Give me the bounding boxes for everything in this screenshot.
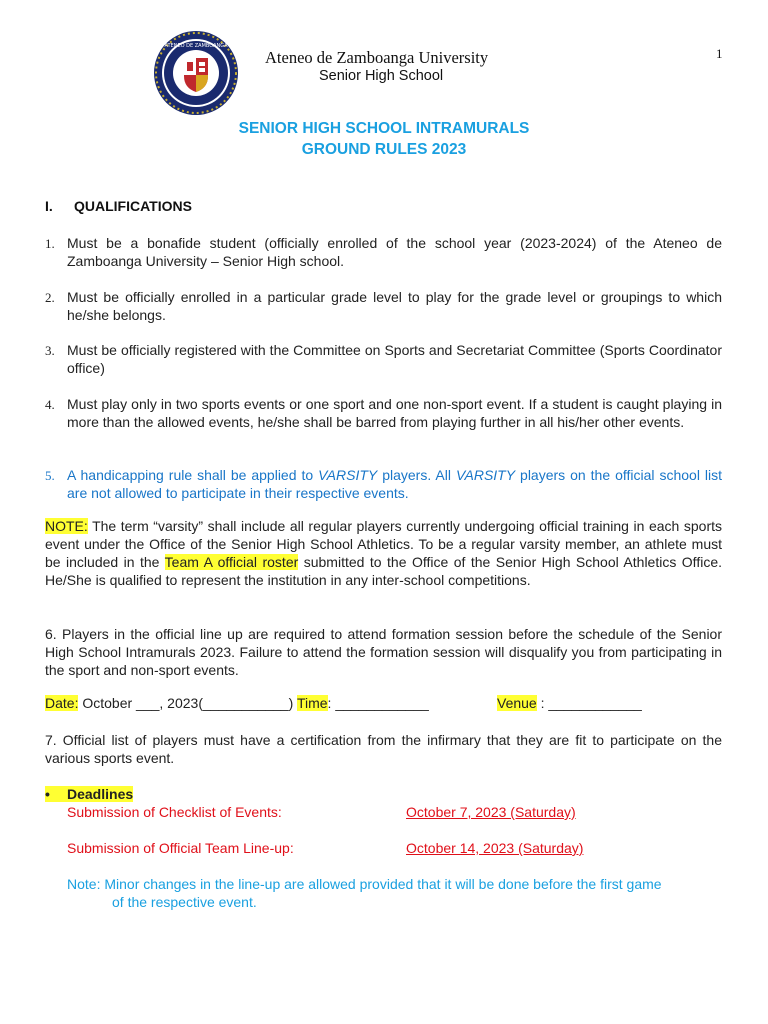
deadline-date: October 7, 2023 (Saturday) bbox=[406, 804, 576, 820]
item-7-paragraph: 7. Official list of players must have a certification from the infirmary that they are fit to participate on the various sports event. bbox=[45, 732, 722, 766]
list-item-text: Must be officially registered with the Committee on Sports and Secretariat Committee (Sports Coordinator office) bbox=[67, 342, 722, 376]
note-label: NOTE: bbox=[45, 518, 88, 534]
time-value: : ____________ bbox=[327, 695, 429, 711]
date-label: Date: bbox=[45, 695, 79, 711]
list-item bbox=[45, 288, 722, 324]
list-item-number: 1. bbox=[45, 236, 55, 251]
rule-text: A handicapping rule shall be applied to bbox=[67, 467, 319, 483]
section-number: I. bbox=[45, 198, 53, 214]
list-item-text bbox=[67, 466, 722, 502]
bullet-icon: • bbox=[45, 786, 50, 802]
item-6-paragraph: 6. Players in the official line up are required to attend formation session before the schedule of the Senior High School Intramurals 2023. Failure to attend the formation session will disqualify you from participating in the sport and non-sport events. bbox=[45, 626, 722, 678]
deadline-label: Submission of Checklist of Events: bbox=[67, 804, 282, 820]
date-value: October ___, 2023(___________) bbox=[78, 695, 297, 711]
formation-schedule-line bbox=[45, 695, 722, 711]
list-item-text: Must play only in two sports events or one sport and one non-sport event. If a student is caught playing in more than the allowed events, he/she shall be barred from playing further in all his/her other events. bbox=[67, 396, 722, 430]
university-name: Ateneo de Zamboanga University bbox=[265, 48, 489, 67]
note-text: submitted to the Office of the Senior High School Athletics Office. He/She is qualified to represent the institution in any inter-school competitions. bbox=[45, 554, 722, 588]
note-text: The term “varsity” shall include all regular players currently undergoing official training in each sports event under the Office of the Senior High School Athletics. To be a regular varsity member, an athlete must be included in the bbox=[45, 518, 722, 570]
lineup-note bbox=[67, 875, 662, 911]
list-item-number: 5. bbox=[45, 468, 55, 483]
note-paragraph bbox=[45, 517, 722, 589]
lineup-note-line: Note: Minor changes in the line-up are allowed provided that it will be done before the first game bbox=[67, 876, 662, 892]
time-label: Time bbox=[296, 695, 328, 711]
list-item-number: 4. bbox=[45, 397, 55, 412]
roster-highlight: Team A official roster bbox=[164, 554, 299, 570]
deadline-date: October 14, 2023 (Saturday) bbox=[406, 840, 584, 856]
university-seal bbox=[140, 30, 252, 116]
page-number: 1 bbox=[716, 46, 723, 61]
deadlines-title: Deadlines bbox=[67, 786, 134, 802]
rule-text: players. All bbox=[377, 467, 456, 483]
seal-lettering: ATENEO DE ZAMBOANGA bbox=[164, 43, 228, 49]
list-item-number: 3. bbox=[45, 343, 55, 358]
deadline-label: Submission of Official Team Line-up: bbox=[67, 840, 294, 856]
list-item-number: 2. bbox=[45, 290, 55, 305]
deadlines-heading bbox=[45, 786, 133, 802]
list-item-text: Must be a bonafide student (officially enrolled of the school year (2023-2024) of the Ateneo de Zamboanga University – Senior High school. bbox=[67, 235, 722, 269]
venue-field bbox=[497, 695, 642, 711]
rule-text: players on the official school list are not allowed to participate in their respective events. bbox=[67, 467, 722, 501]
list-item-varsity-rule bbox=[45, 466, 722, 502]
varsity-term: VARSITY bbox=[455, 467, 516, 483]
lineup-note-line: of the respective event. bbox=[112, 894, 257, 910]
list-item-text: Must be officially enrolled in a particular grade level to play for the grade level or groupings to which he/she belongs. bbox=[67, 289, 722, 323]
section-heading bbox=[45, 198, 192, 214]
section-title: QUALIFICATIONS bbox=[74, 198, 192, 214]
list-item bbox=[45, 234, 722, 270]
document-title: SENIOR HIGH SCHOOL INTRAMURALS bbox=[238, 120, 530, 137]
document-subtitle: GROUND RULES 2023 bbox=[301, 141, 467, 158]
list-item bbox=[45, 341, 722, 377]
list-item bbox=[45, 395, 722, 431]
school-name: Senior High School bbox=[319, 68, 444, 84]
venue-label: Venue bbox=[497, 695, 537, 711]
venue-value: : ____________ bbox=[536, 695, 642, 711]
varsity-term: VARSITY bbox=[318, 467, 378, 483]
